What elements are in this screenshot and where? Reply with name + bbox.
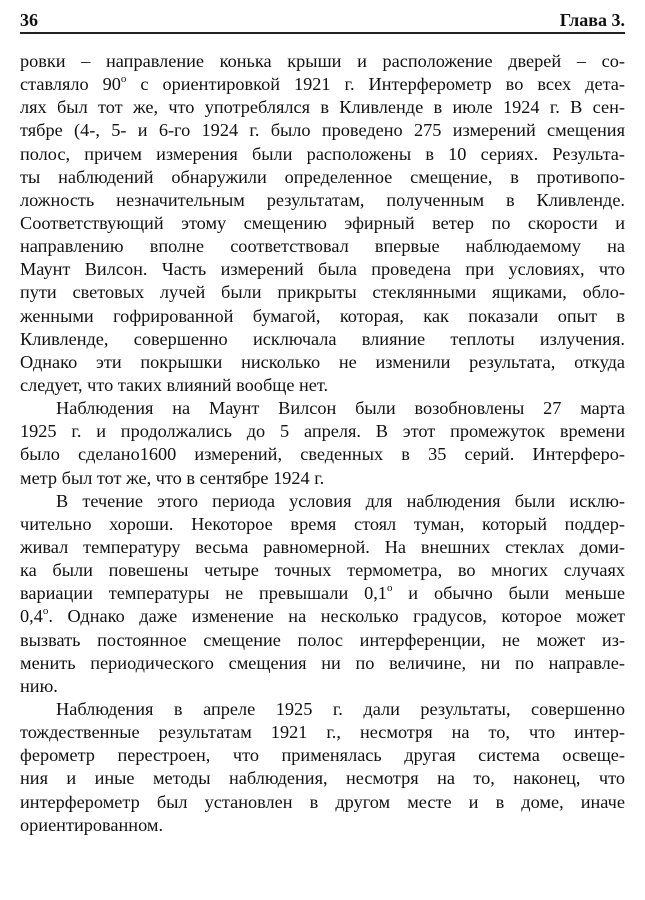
text-line: нию. (20, 675, 58, 696)
text-line: интерферометр был установлен в другом месте и в доме, иначе (20, 791, 625, 812)
degree-sign: o (120, 73, 127, 86)
text-line: Наблюдения на Маунт Вилсон были возобновлены 27 марта (56, 398, 625, 419)
paragraph-1 (20, 50, 625, 397)
running-head (20, 8, 625, 34)
text-line: Соответствующий этому смещению эфирный ветер по скорости и (20, 212, 625, 233)
text-line: живал температуру весьма равномерной. На внешних стеклах доми- (20, 536, 625, 557)
text-line: 0,4$^o$. Однако даже изменение на несколько градусов, которое может (20, 605, 625, 627)
body-text (20, 50, 625, 837)
paragraph-3 (20, 490, 625, 698)
text-line: следует, что таких влияний вообще нет. (20, 374, 329, 395)
text-line: Наблюдения в апреле 1925 г. дали результаты, совершенно (56, 698, 625, 719)
text-line: ставляло 90$^o$ с ориентировкой 1921 г. Интерферометр во всех дета- (20, 73, 626, 95)
text-line: полос, причем измерения были расположены в 10 сериях. Результа- (20, 143, 625, 164)
text-line: вариации температуры не превышали 0,1$^o$ и обычно были меньше (20, 582, 625, 604)
degree-sign: o (386, 582, 393, 595)
text-line: ния и иные методы наблюдения, несмотря на то, наконец, что (20, 768, 625, 789)
text-line: было сделано1600 измерений, сведенных в 35 серий. Интерферо- (20, 444, 625, 465)
text-line: 1925 г. и продолжались до 5 апреля. В этот промежуток времени (20, 421, 625, 442)
page-number: 36 (20, 10, 38, 30)
text-line: вызвать постоянное смещение полос интерференции, не может из- (20, 629, 625, 650)
text-line: менить периодического смещения ни по величине, ни по направле- (20, 652, 625, 673)
text-line: Кливленде, совершенно исключала влияние теплоты излучения. (20, 328, 625, 349)
text-line: пути световых лучей были прикрыты стеклянными ящиками, обло- (20, 282, 625, 303)
text-line: ориентированном. (20, 814, 164, 835)
text-line: лях был тот же, что употреблялся в Кливленде в июле 1924 г. В сен- (20, 97, 625, 118)
text-line: ровки – направление конька крыши и расположение дверей – со- (20, 51, 625, 71)
text-line: ты наблюдений обнаружили определенное смещение, в противопо- (20, 166, 625, 187)
paragraph-2 (20, 397, 625, 490)
text-line: ферометр перестроен, что применялась другая система освеще- (20, 745, 625, 766)
text-line: тябре (4-, 5- и 6-го 1924 г. было проведено 275 измерений смещения (20, 120, 625, 141)
text-line: Маунт Вилсон. Часть измерений была проведена при условиях, что (20, 259, 625, 280)
paragraph-4 (20, 698, 625, 837)
text-line: метр был тот же, что в сентябре 1924 г. (20, 467, 325, 488)
text-line: В течение этого периода условия для наблюдения были исклю- (56, 490, 625, 511)
text-line: чительно хороши. Некоторое время стоял туман, который поддер- (20, 513, 625, 534)
text-line: женными гофрированной бумагой, которая, как показали опыт в (20, 305, 625, 326)
text-line: ка были повешены четыре точных термометра, во многих случаях (20, 560, 625, 581)
degree-sign: o (42, 605, 49, 618)
text-line: тождественные результатам 1921 г., несмотря на то, что интер- (20, 722, 625, 743)
text-line: направлению вполне соответствовал впервые наблюдаемому на (20, 236, 625, 257)
text-line: Однако эти покрышки нисколько не изменили результата, откуда (20, 351, 625, 372)
text-line: ложность незначительным результатам, полученным в Кливленде. (20, 189, 625, 210)
chapter-title: Глава 3. (559, 10, 625, 30)
